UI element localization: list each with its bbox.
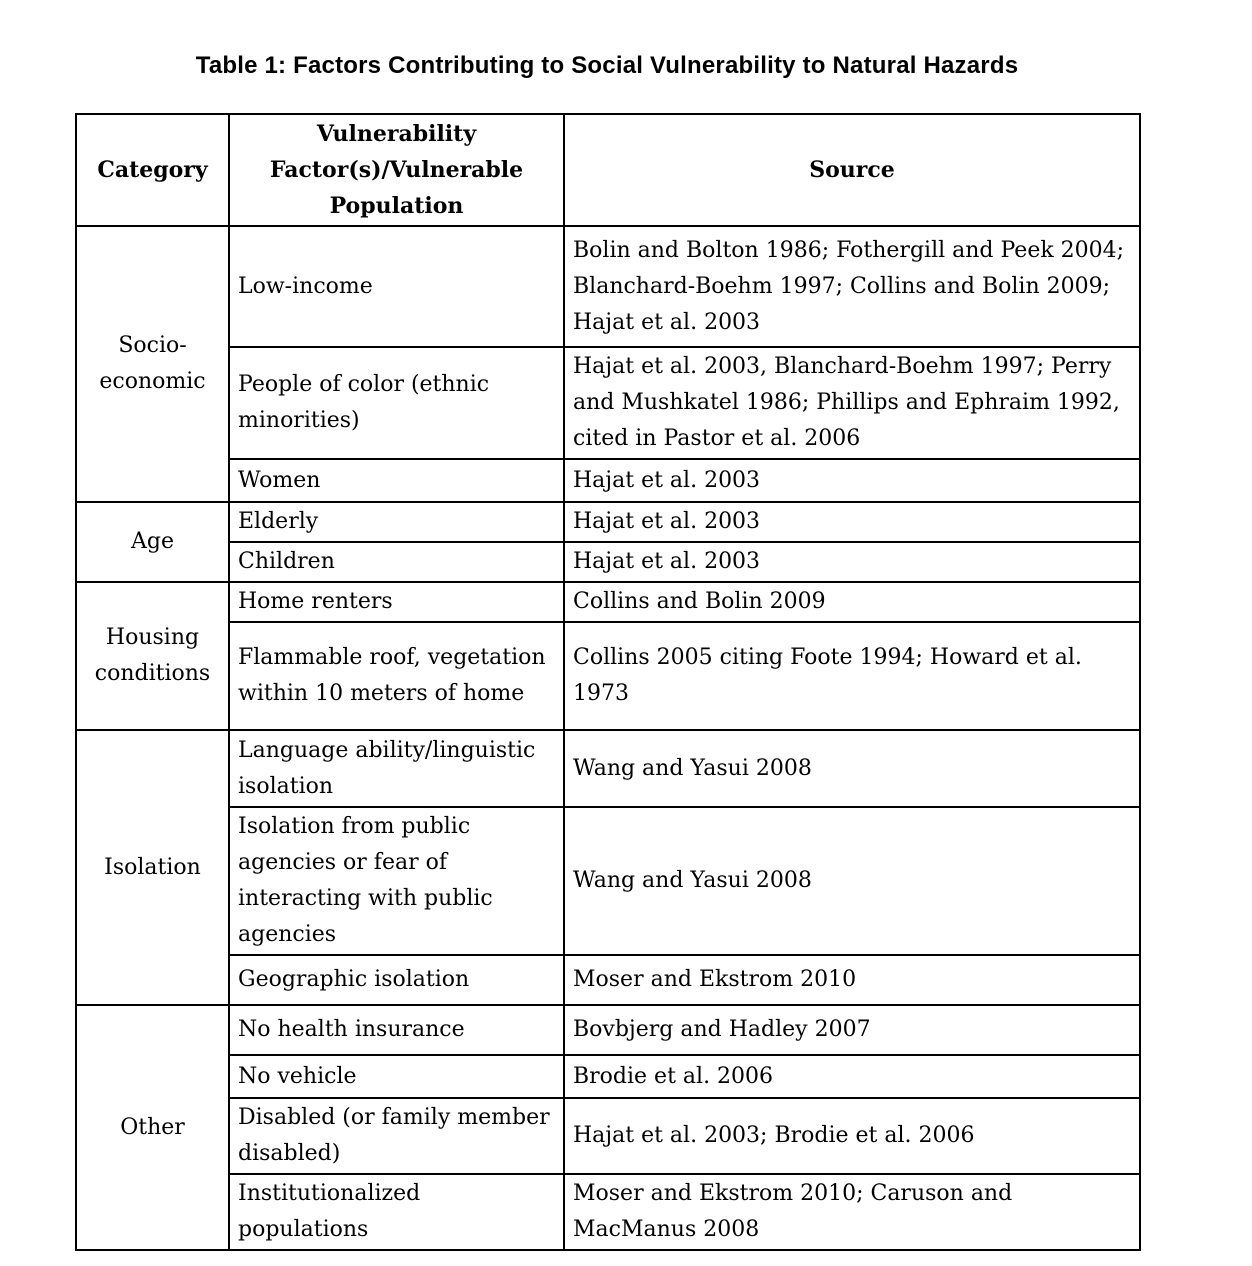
factor-cell: Institutionalized populations (229, 1174, 564, 1250)
source-cell: Wang and Yasui 2008 (564, 807, 1140, 955)
table-row (76, 226, 1140, 347)
factor-cell: Home renters (229, 582, 564, 622)
factor-cell: No vehicle (229, 1055, 564, 1098)
table-row (76, 459, 1140, 502)
category-cell: Age (76, 502, 229, 582)
source-cell: Hajat et al. 2003; Brodie et al. 2006 (564, 1098, 1140, 1174)
source-cell: Hajat et al. 2003 (564, 502, 1140, 542)
source-cell: Hajat et al. 2003 (564, 542, 1140, 582)
source-cell: Collins 2005 citing Foote 1994; Howard et al. 1973 (564, 622, 1140, 730)
header-factor: Vulnerability Factor(s)/Vulnerable Population (229, 114, 564, 226)
table-row (76, 542, 1140, 582)
source-cell: Bovbjerg and Hadley 2007 (564, 1005, 1140, 1055)
factor-cell: Low-income (229, 226, 564, 347)
table-row (76, 582, 1140, 622)
factor-cell: Language ability/linguistic isolation (229, 730, 564, 807)
source-cell: Brodie et al. 2006 (564, 1055, 1140, 1098)
table-row (76, 347, 1140, 459)
header-row (76, 114, 1140, 226)
vulnerability-factors-table (75, 113, 1141, 1251)
factor-cell: People of color (ethnic minorities) (229, 347, 564, 459)
factor-cell: Elderly (229, 502, 564, 542)
table-row (76, 955, 1140, 1005)
source-cell: Moser and Ekstrom 2010 (564, 955, 1140, 1005)
category-cell: Socio-economic (76, 226, 229, 502)
header-category: Category (76, 114, 229, 226)
table-row (76, 730, 1140, 807)
category-cell: Other (76, 1005, 229, 1250)
factor-cell: Children (229, 542, 564, 582)
source-cell: Collins and Bolin 2009 (564, 582, 1140, 622)
table-title: Table 1: Factors Contributing to Social Vulnerability to Natural Hazards (195, 52, 1019, 79)
source-cell: Hajat et al. 2003, Blanchard-Boehm 1997; Perry and Mushkatel 1986; Phillips and Ephraim 1992, cited in Pastor et al. 2006 (564, 347, 1140, 459)
table-row (76, 1174, 1140, 1250)
source-cell: Bolin and Bolton 1986; Fothergill and Peek 2004; Blanchard-Boehm 1997; Collins and Bolin 2009; Hajat et al. 2003 (564, 226, 1140, 347)
factor-cell: Flammable roof, vegetation within 10 meters of home (229, 622, 564, 730)
factor-cell: Disabled (or family member disabled) (229, 1098, 564, 1174)
source-cell: Moser and Ekstrom 2010; Caruson and MacManus 2008 (564, 1174, 1140, 1250)
header-source: Source (564, 114, 1140, 226)
factor-cell: Women (229, 459, 564, 502)
factor-cell: No health insurance (229, 1005, 564, 1055)
table-row (76, 1098, 1140, 1174)
table-row (76, 622, 1140, 730)
table-row (76, 807, 1140, 955)
table-row (76, 1055, 1140, 1098)
table-row (76, 502, 1140, 542)
category-cell: Housing conditions (76, 582, 229, 730)
source-cell: Wang and Yasui 2008 (564, 730, 1140, 807)
source-cell: Hajat et al. 2003 (564, 459, 1140, 502)
factor-cell: Isolation from public agencies or fear of interacting with public agencies (229, 807, 564, 955)
table-row (76, 1005, 1140, 1055)
category-cell: Isolation (76, 730, 229, 1005)
factor-cell: Geographic isolation (229, 955, 564, 1005)
